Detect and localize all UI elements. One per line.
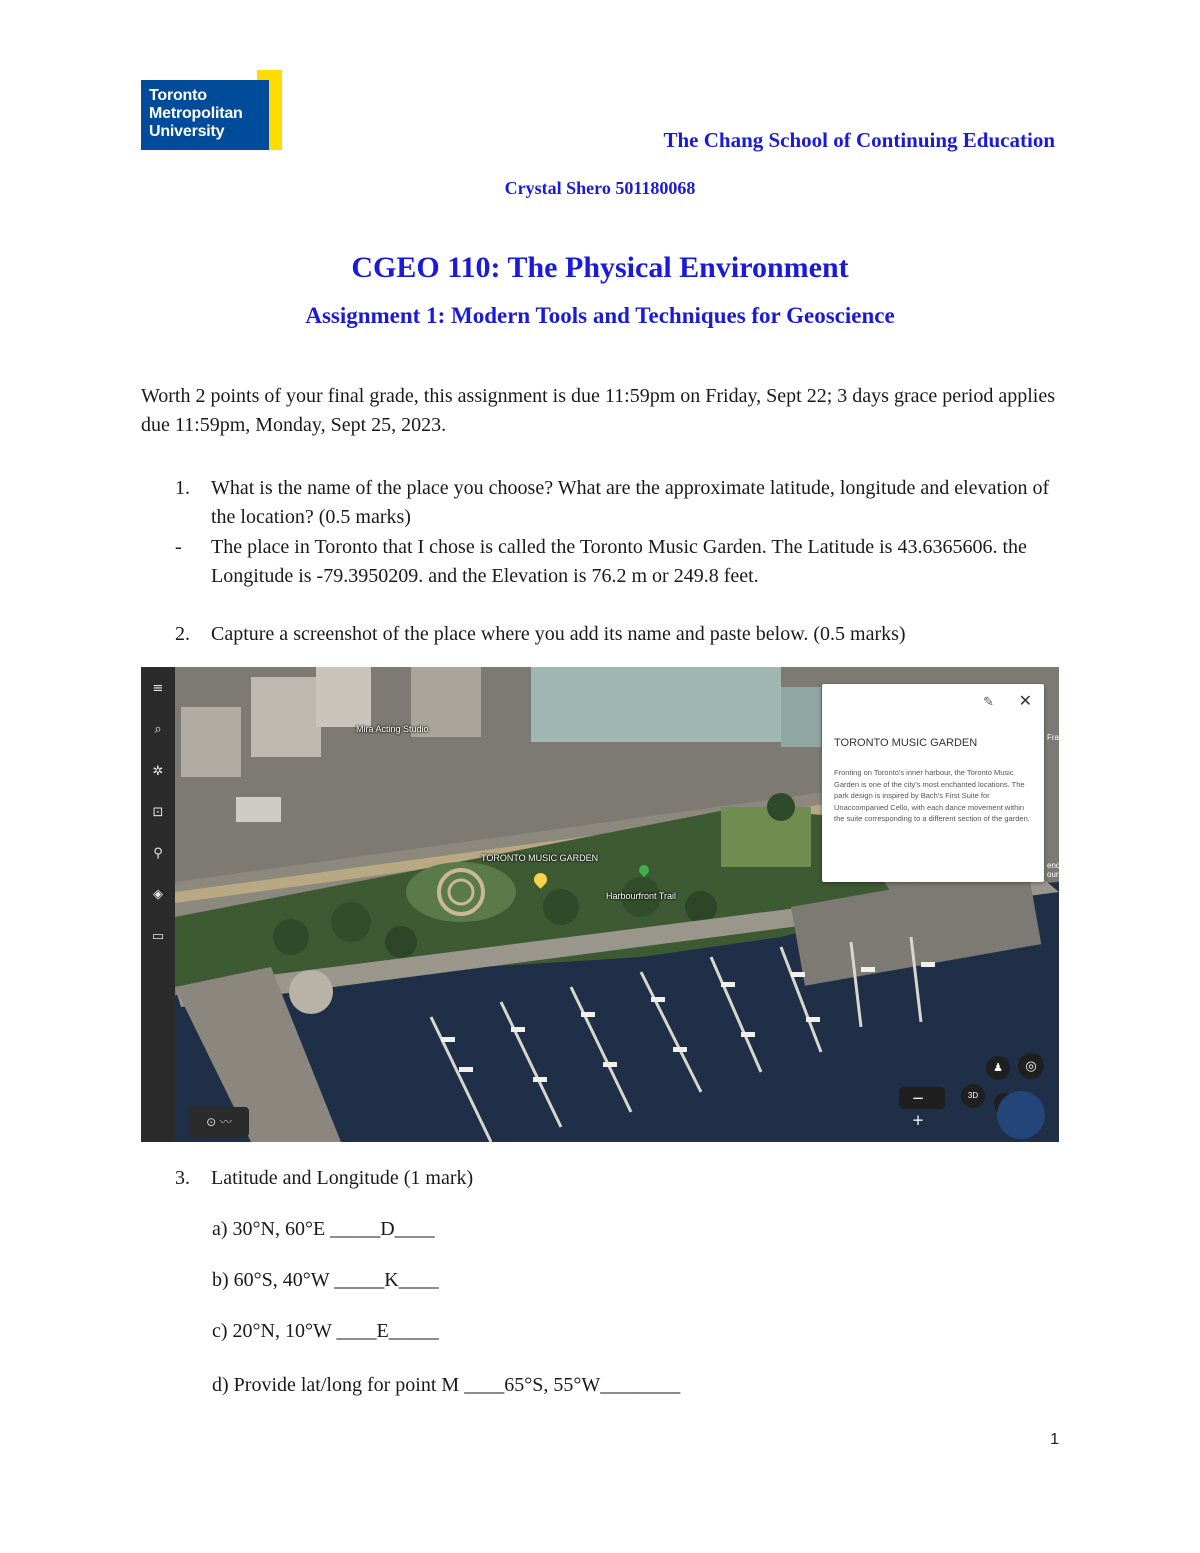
answer-1 bbox=[175, 533, 1065, 591]
voyager-icon[interactable]: ✲ bbox=[152, 764, 164, 779]
edit-icon[interactable]: ✎ bbox=[983, 694, 994, 709]
logo-text: Toronto Metropolitan University bbox=[149, 87, 243, 140]
page-number: 1 bbox=[1050, 1431, 1059, 1448]
question-text: Capture a screenshot of the place where you add its name and paste below. (0.5 marks) bbox=[211, 623, 906, 645]
place-info-card bbox=[822, 684, 1044, 882]
menu-icon[interactable]: ≡ bbox=[152, 681, 164, 696]
feeling-lucky-icon[interactable]: ⊡ bbox=[152, 805, 164, 820]
subpart-a: a) 30°N, 60°E _____D____ bbox=[212, 1218, 435, 1240]
answer-bullet: - bbox=[175, 536, 182, 558]
question-number: 2. bbox=[175, 623, 190, 645]
my-location-icon[interactable]: ◎ bbox=[1018, 1053, 1044, 1079]
course-title: CGEO 110: The Physical Environment bbox=[351, 251, 849, 284]
map-label-studio: Mira Acting Studio bbox=[356, 724, 429, 734]
question-text: Latitude and Longitude (1 mark) bbox=[211, 1167, 474, 1189]
bottom-tools-button[interactable]: ⊙ 〰 bbox=[189, 1107, 249, 1137]
map-edge-text: ende our bbox=[1047, 861, 1065, 879]
question-number: 1. bbox=[175, 477, 190, 499]
question-text: What is the name of the place you choose? What are the approximate latitude, longitude and elevation of the location? (0.5 marks) bbox=[211, 477, 1050, 528]
projects-icon[interactable]: ⚲ bbox=[153, 846, 163, 861]
map-label-trail: Harbourfront Trail bbox=[606, 891, 677, 901]
map-screenshot bbox=[141, 667, 1065, 1142]
question-2 bbox=[175, 620, 1065, 649]
close-icon[interactable]: ✕ bbox=[1018, 693, 1032, 710]
subpart-c: c) 20°N, 10°W ____E_____ bbox=[212, 1320, 439, 1342]
map-toolbar bbox=[141, 667, 175, 1142]
3d-toggle-button[interactable]: 3D bbox=[961, 1084, 985, 1108]
map-style-icon[interactable]: ◈ bbox=[153, 887, 163, 902]
question-3 bbox=[175, 1164, 1065, 1193]
question-number: 3. bbox=[175, 1167, 190, 1189]
question-1 bbox=[175, 474, 1065, 532]
subpart-d: d) Provide lat/long for point M ____65°S, 55°W________ bbox=[212, 1374, 681, 1396]
zoom-control[interactable]: − + bbox=[899, 1087, 945, 1109]
search-icon[interactable]: ⌕ bbox=[154, 722, 162, 737]
answer-text: The place in Toronto that I chose is called the Toronto Music Garden. The Latitude is 43.6365606. the Longitude is -79.3950209. and the Elevation is 76.2 m or 249.8 feet. bbox=[211, 536, 1027, 587]
intro-paragraph: Worth 2 points of your final grade, this assignment is due 11:59pm on Friday, Sept 22; 3 days grace period applies due 11:59pm, Monday, Sept 25, 2023. bbox=[141, 385, 1055, 436]
school-name: The Chang School of Continuing Education bbox=[663, 128, 1055, 152]
pegman-icon[interactable]: ♟ bbox=[986, 1056, 1010, 1080]
card-title: TORONTO MUSIC GARDEN bbox=[834, 737, 978, 749]
assignment-title: Assignment 1: Modern Tools and Techniques for Geoscience bbox=[305, 303, 895, 328]
university-logo bbox=[141, 70, 283, 152]
logo-accent bbox=[269, 70, 282, 150]
map-label-garden: TORONTO MUSIC GARDEN bbox=[481, 853, 599, 863]
globe-icon[interactable] bbox=[997, 1091, 1045, 1139]
map-edge-text: Fra bbox=[1047, 733, 1059, 742]
student-name: Crystal Shero 501180068 bbox=[504, 178, 696, 198]
card-description: Fronting on Toronto's inner harbour, the Toronto Music Garden is one of the city's most enchanted locations. The park design is inspired by Bach's First Suite for Unaccompanied Cello, with each dance movement within the suite corresponding to a different section of the garden. bbox=[834, 768, 1030, 823]
subpart-b: b) 60°S, 40°W _____K____ bbox=[212, 1269, 439, 1291]
ruler-icon[interactable]: ▭ bbox=[151, 929, 165, 944]
